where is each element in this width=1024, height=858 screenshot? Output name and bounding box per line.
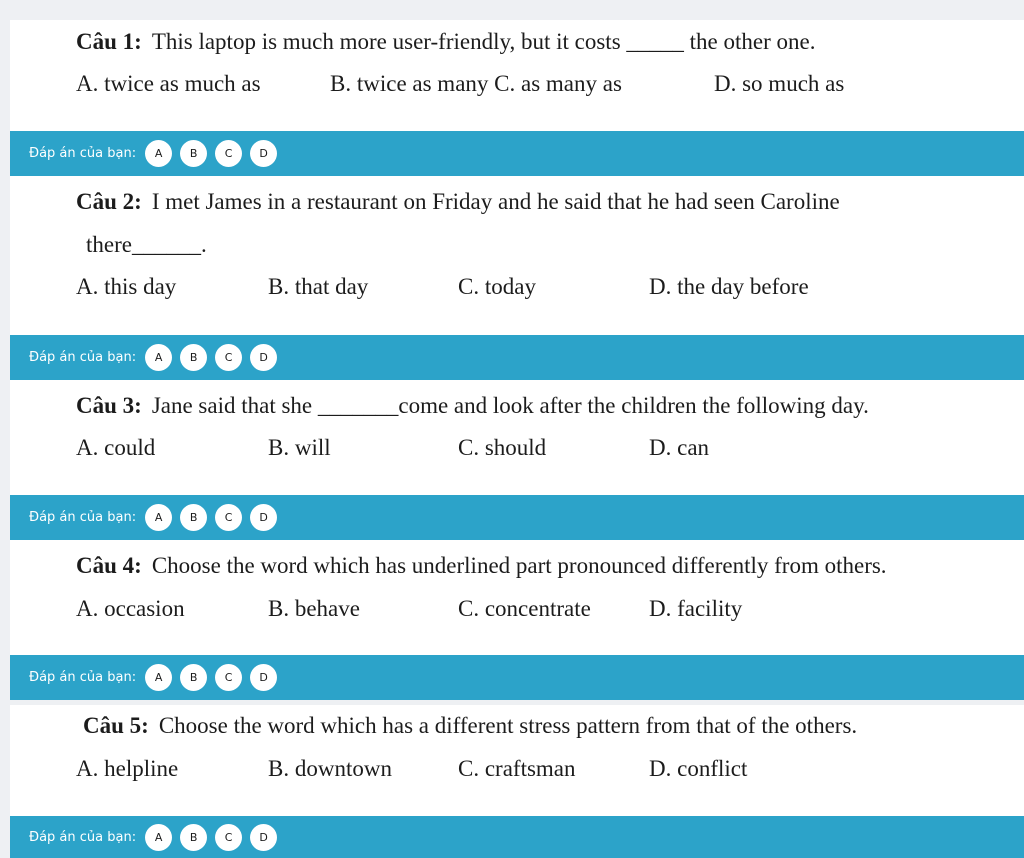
- option-d: D. so much as: [714, 71, 845, 96]
- question-text: Choose the word which has a different stress pattern from that of the others.: [158, 713, 858, 738]
- option-c: C. craftsman: [458, 756, 576, 781]
- choice-c-button[interactable]: C: [215, 504, 242, 531]
- option-b: B. that day: [268, 274, 369, 299]
- question-number: Câu 4:: [76, 553, 142, 578]
- question-stem: [76, 554, 887, 577]
- option-a: A. helpline: [76, 756, 179, 781]
- choice-d-button[interactable]: D: [250, 824, 277, 851]
- question-text: I met James in a restaurant on Friday and he said that he had seen Caroline: [151, 189, 840, 214]
- choice-a-button[interactable]: A: [145, 140, 172, 167]
- question-card: [10, 176, 1024, 335]
- question-stem: [76, 394, 869, 417]
- choice-b-button[interactable]: B: [180, 664, 207, 691]
- question-stem: [76, 190, 840, 213]
- question-card: [10, 20, 1024, 131]
- choice-d-button[interactable]: D: [250, 504, 277, 531]
- option-c: C. should: [458, 435, 547, 460]
- question-number: Câu 1:: [76, 29, 142, 54]
- choice-d-button[interactable]: D: [250, 664, 277, 691]
- question-stem: [83, 714, 857, 737]
- question-stem: [76, 30, 815, 53]
- option-b: B. behave: [268, 596, 360, 621]
- answer-label: Đáp án của bạn:: [29, 510, 137, 525]
- option-d: D. can: [649, 435, 710, 460]
- choice-d-button[interactable]: D: [250, 344, 277, 371]
- question-number: Câu 2:: [76, 189, 142, 214]
- choice-a-button[interactable]: A: [145, 344, 172, 371]
- option-a: A. occasion: [76, 596, 185, 621]
- question-text: Jane said that she _______come and look after the children the following day.: [151, 393, 869, 418]
- answer-label: Đáp án của bạn:: [29, 146, 137, 161]
- choice-b-button[interactable]: B: [180, 824, 207, 851]
- choice-b-button[interactable]: B: [180, 140, 207, 167]
- option-a: A. this day: [76, 274, 177, 299]
- question-card: [10, 705, 1024, 816]
- question-number: Câu 3:: [76, 393, 142, 418]
- answer-label: Đáp án của bạn:: [29, 350, 137, 365]
- answer-bar: [10, 131, 1024, 176]
- option-b: B. twice as many C. as many as: [330, 71, 622, 96]
- answer-bar: [10, 335, 1024, 380]
- answer-label: Đáp án của bạn:: [29, 829, 137, 845]
- answer-bar: [10, 655, 1024, 700]
- choice-b-button[interactable]: B: [180, 504, 207, 531]
- choice-a-button[interactable]: A: [145, 824, 172, 851]
- question-card: [10, 380, 1024, 495]
- choice-c-button[interactable]: C: [215, 824, 242, 851]
- choice-d-button[interactable]: D: [250, 140, 277, 167]
- option-d: D. the day before: [649, 274, 809, 299]
- choice-c-button[interactable]: C: [215, 664, 242, 691]
- option-d: D. conflict: [649, 756, 748, 781]
- option-a: A. could: [76, 435, 156, 460]
- answer-bar: [10, 495, 1024, 540]
- question-number: Câu 5:: [83, 713, 149, 738]
- option-b: B. will: [268, 435, 331, 460]
- option-c: C. today: [458, 274, 536, 299]
- option-d: D. facility: [649, 596, 743, 621]
- choice-a-button[interactable]: A: [145, 504, 172, 531]
- choice-b-button[interactable]: B: [180, 344, 207, 371]
- answer-label: Đáp án của bạn:: [29, 670, 137, 685]
- question-stem-continued: there______.: [86, 232, 207, 257]
- answer-bar: [10, 816, 1024, 858]
- choice-a-button[interactable]: A: [145, 664, 172, 691]
- option-a: A. twice as much as: [76, 71, 261, 96]
- question-text: This laptop is much more user-friendly, but it costs _____ the other one.: [151, 29, 816, 54]
- option-c: C. concentrate: [458, 596, 591, 621]
- choice-c-button[interactable]: C: [215, 140, 242, 167]
- option-b: B. downtown: [268, 756, 392, 781]
- question-card: [10, 540, 1024, 655]
- question-text: Choose the word which has underlined part pronounced differently from others.: [151, 553, 887, 578]
- choice-c-button[interactable]: C: [215, 344, 242, 371]
